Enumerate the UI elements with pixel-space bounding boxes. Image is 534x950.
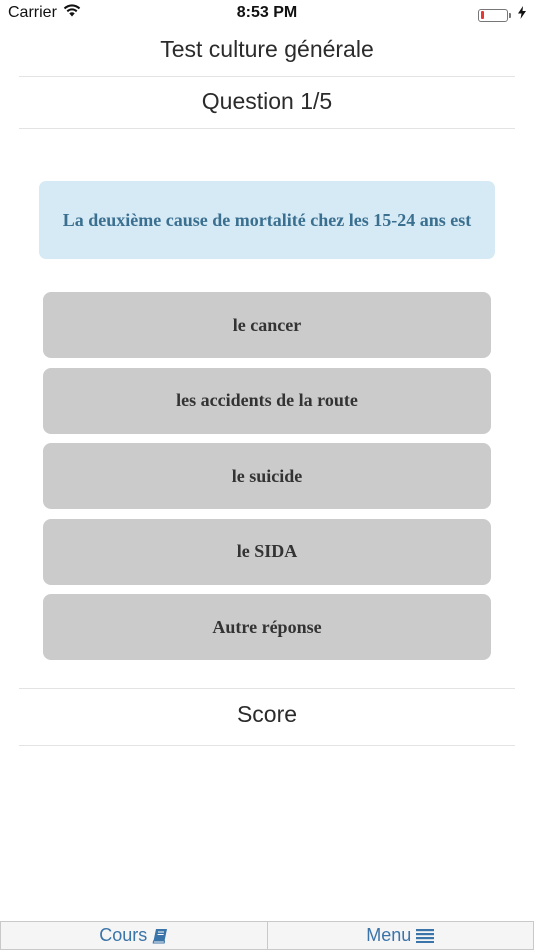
- divider: [19, 128, 515, 129]
- divider: [19, 745, 515, 746]
- answer-label: les accidents de la route: [176, 390, 358, 410]
- status-bar: [0, 0, 534, 28]
- bottom-tab-bar: [0, 921, 534, 950]
- divider: [19, 76, 515, 77]
- score-title: Score: [236, 701, 298, 727]
- answer-label: le suicide: [231, 465, 303, 486]
- answer-button-3[interactable]: [43, 443, 491, 509]
- cours-tab[interactable]: [0, 921, 268, 950]
- answer-label: Autre réponse: [212, 616, 322, 637]
- page-title: Test culture générale: [160, 36, 374, 62]
- answer-button-2[interactable]: [43, 368, 491, 434]
- answer-button-1[interactable]: [43, 292, 491, 358]
- question-text: La deuxième cause de mortalité chez les 15-24 ans est: [62, 209, 472, 230]
- divider: [19, 688, 515, 689]
- menu-tab-label: Menu: [366, 925, 412, 945]
- answer-list: [43, 292, 491, 670]
- charging-bolt-icon: [518, 6, 526, 24]
- answer-label: le SIDA: [236, 541, 298, 561]
- answer-button-4[interactable]: [43, 519, 491, 585]
- menu-lines-icon: [416, 928, 434, 943]
- question-box: [39, 181, 495, 259]
- menu-tab[interactable]: [268, 921, 534, 950]
- book-icon: [152, 928, 168, 944]
- answer-label: le cancer: [232, 314, 302, 335]
- question-counter: Question 1/5: [201, 88, 333, 114]
- answer-button-5[interactable]: [43, 594, 491, 660]
- battery-level: [481, 11, 484, 19]
- battery-icon: [478, 9, 508, 22]
- status-right: [478, 6, 526, 24]
- carrier-label: Carrier: [8, 4, 57, 21]
- cours-tab-label: Cours: [99, 925, 148, 945]
- status-time: 8:53 PM: [236, 4, 298, 21]
